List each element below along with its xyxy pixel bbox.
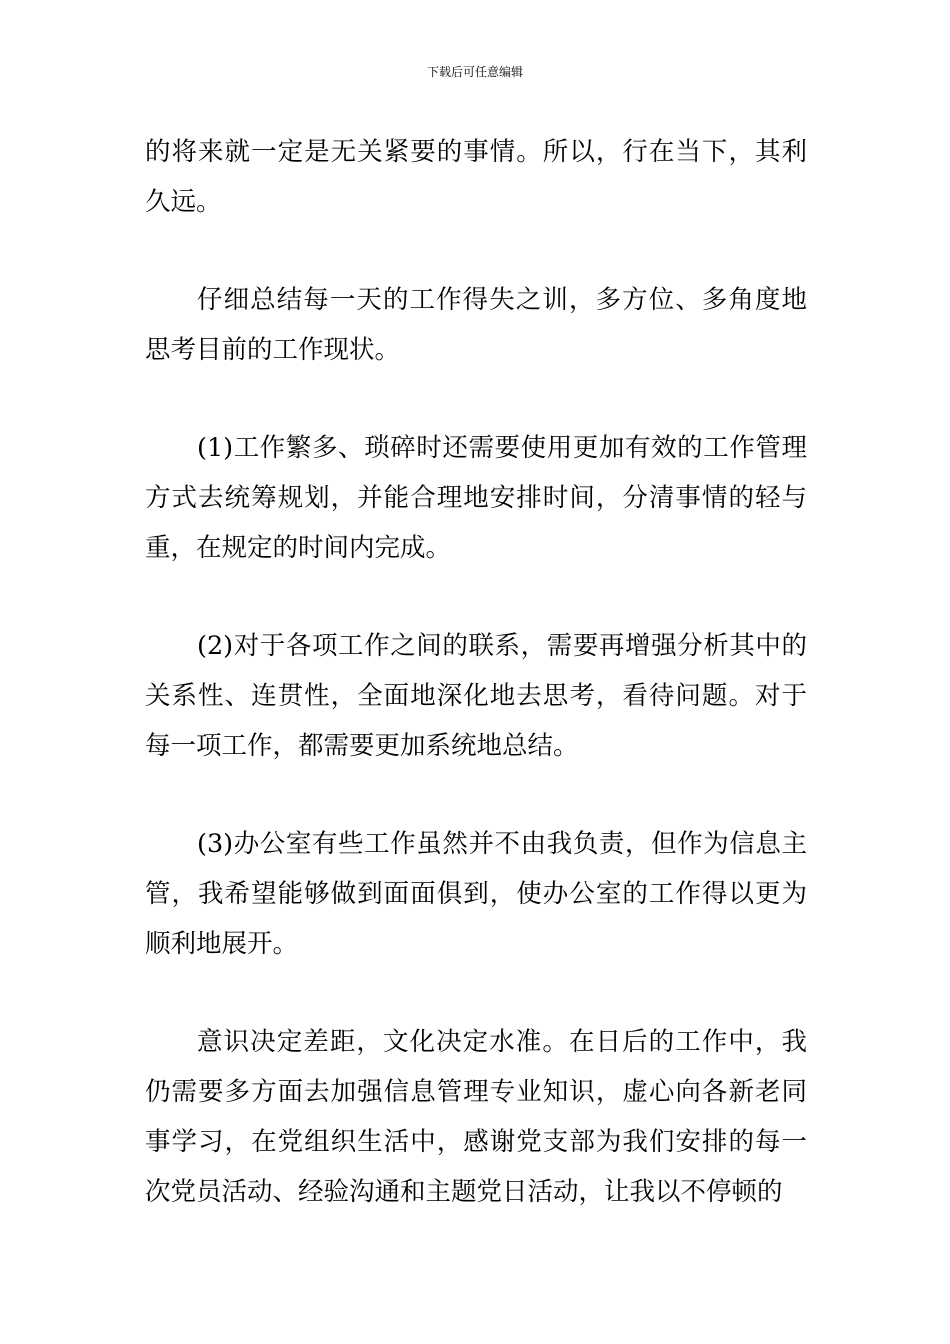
document-body: [145, 127, 807, 1217]
paragraph-point-3: (3)办公室有些工作虽然并不由我负责，但作为信息主管，我希望能够做到面面俱到，使办公室的工作得以更为顺利地展开。: [145, 829, 807, 959]
paragraph-summary: 仔细总结每一天的工作得失之训，多方位、多角度地思考目前的工作现状。: [145, 285, 807, 365]
paragraph-point-2: (2)对于各项工作之间的联系，需要再增强分析其中的关系性、连贯性，全面地深化地去思考，看待问题。对于每一项工作，都需要更加系统地总结。: [145, 631, 807, 761]
paragraph-outlook: 意识决定差距，文化决定水准。在日后的工作中，我仍需要多方面去加强信息管理专业知识，虚心向各新老同事学习，在党组织生活中，感谢党支部为我们安排的每一次党员活动、经验沟通和主题党日活动，让我以不停顿的: [145, 1027, 807, 1207]
paragraph-continuation: 的将来就一定是无关紧要的事情。所以，行在当下，其利久远。: [145, 137, 807, 217]
paragraph-point-1: (1)工作繁多、琐碎时还需要使用更加有效的工作管理方式去统筹规划，并能合理地安排时间，分清事情的轻与重，在规定的时间内完成。: [145, 433, 807, 563]
page-header: 下载后可任意编辑: [426, 65, 523, 79]
